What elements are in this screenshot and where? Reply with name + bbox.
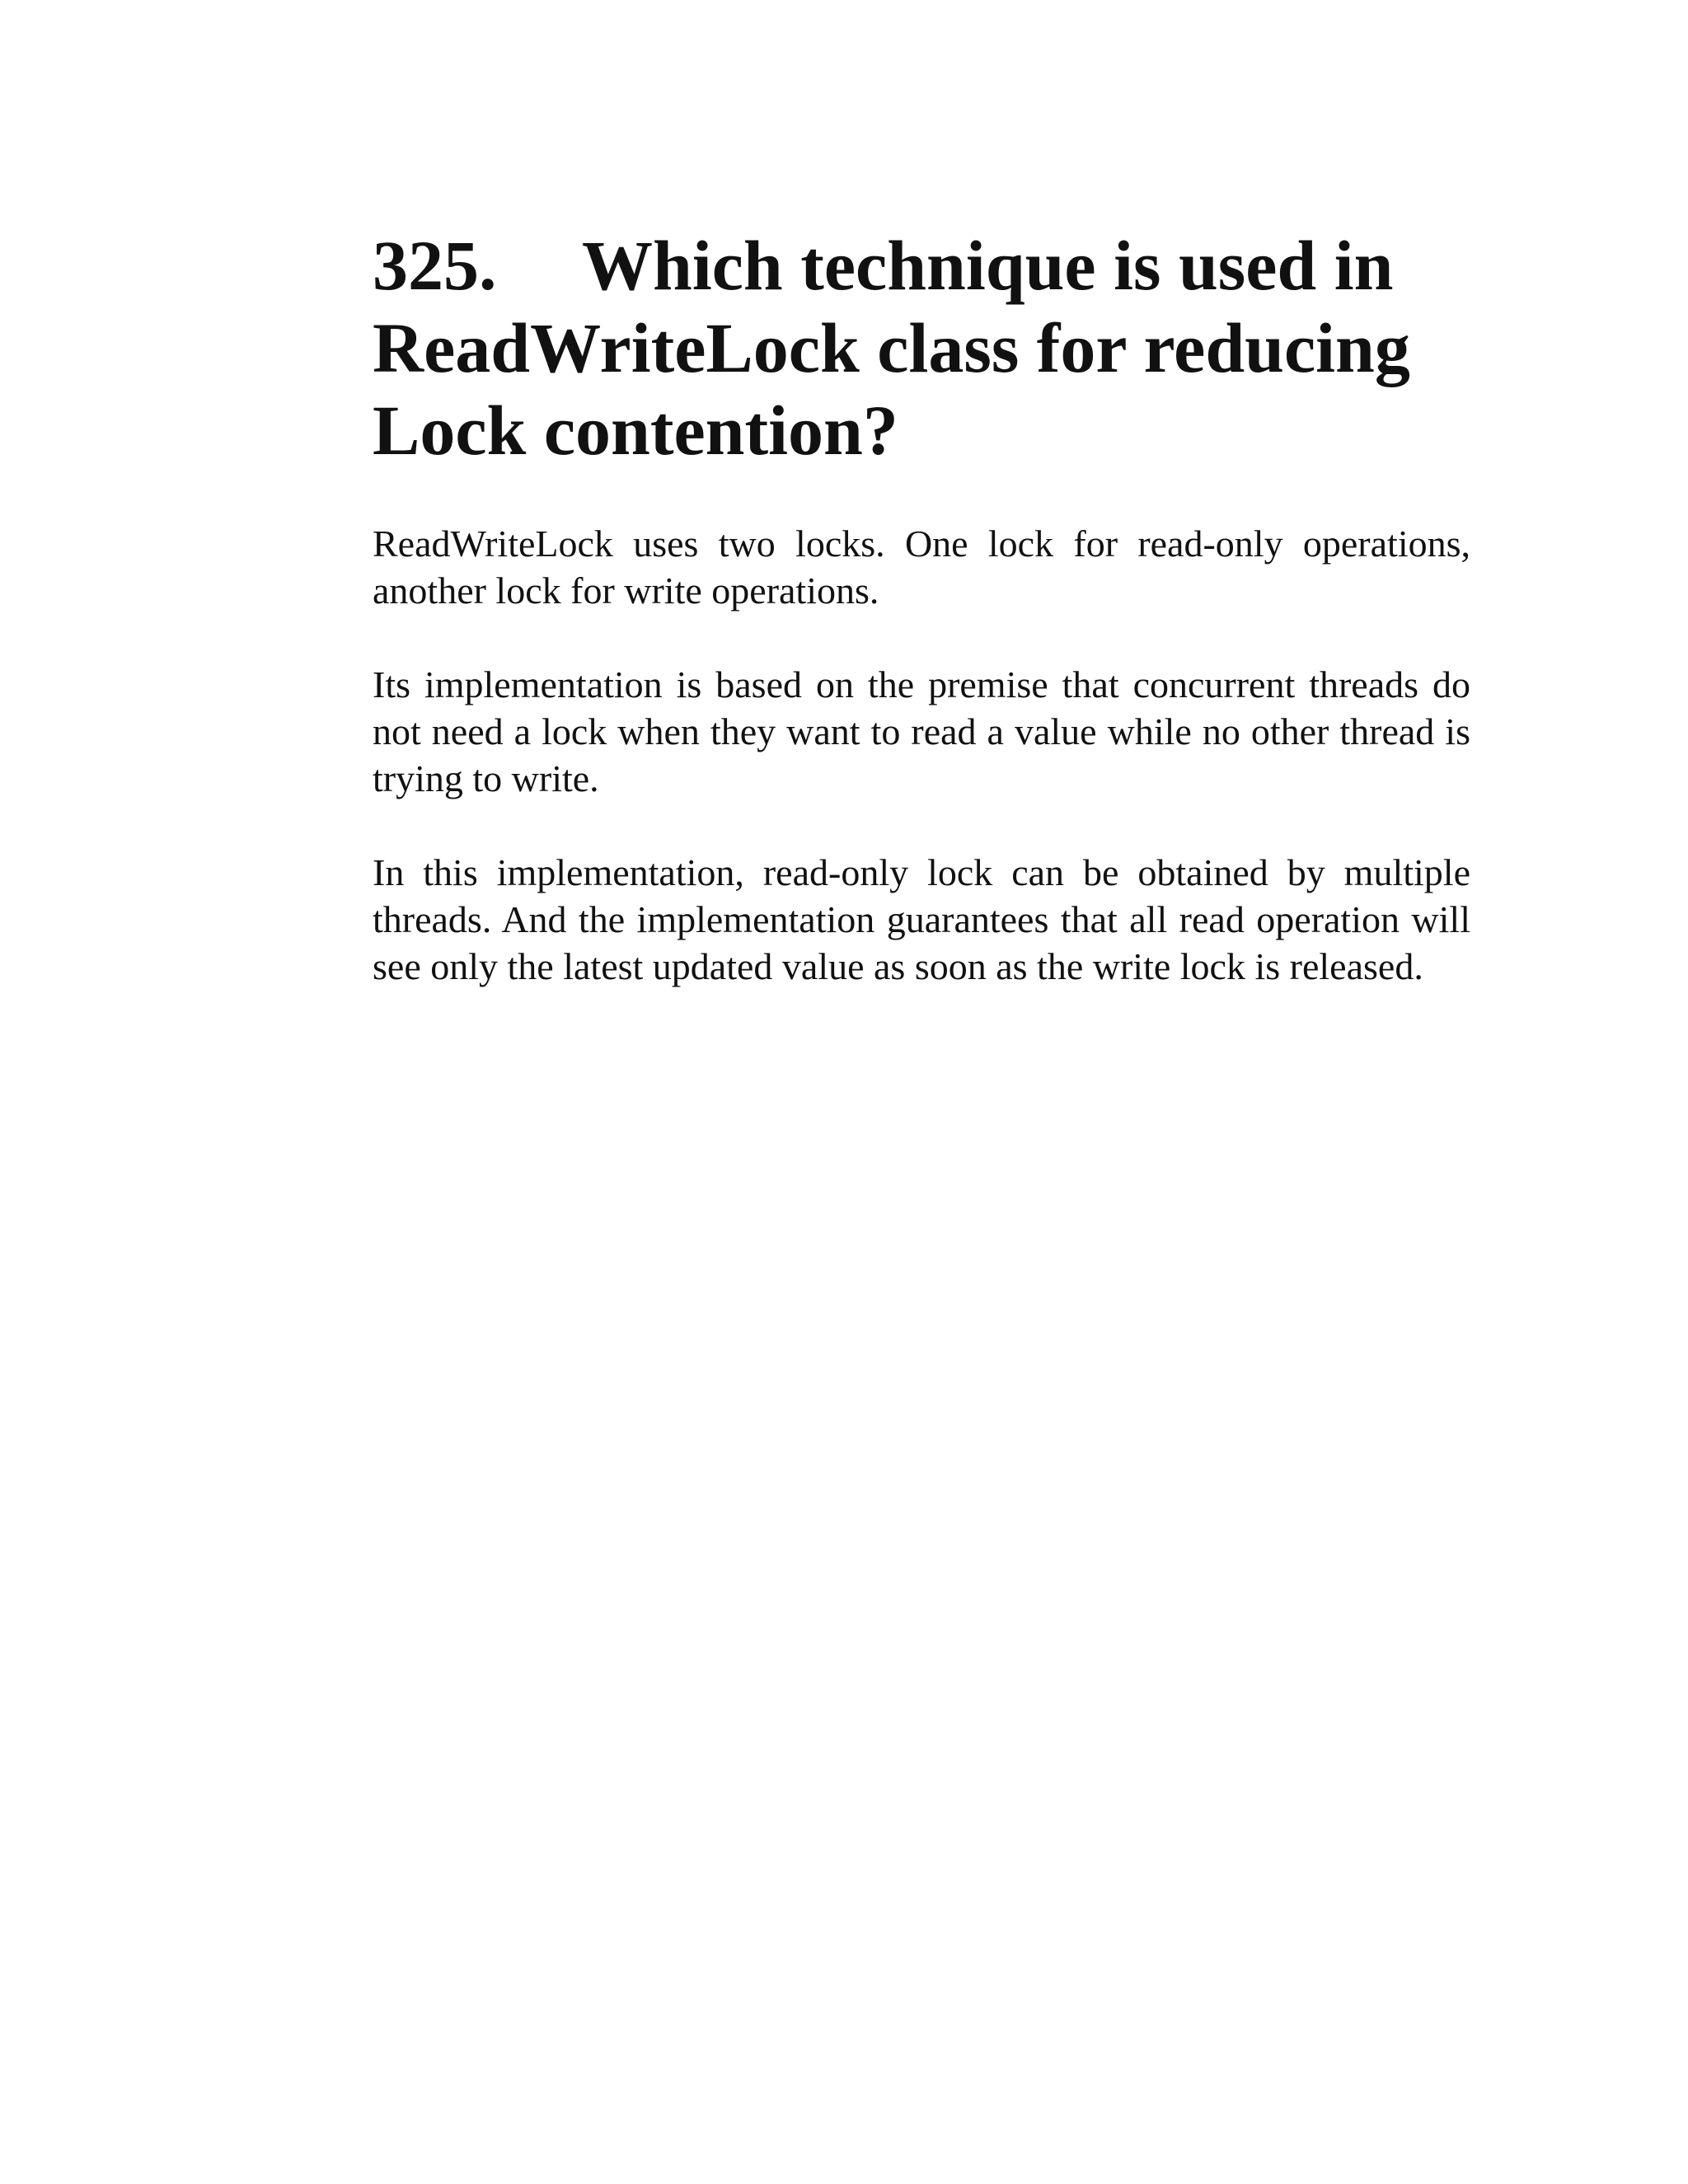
answer-paragraph: Its implementation is based on the premise that concurrent threads do not need a lock when they want to read a value while no other thread is trying to write. xyxy=(373,663,1470,799)
question-number: 325. xyxy=(373,226,497,305)
question-text: Which technique is used in ReadWriteLock class for reducing Lock contention? xyxy=(373,226,1410,470)
answer-paragraph: In this implementation, read-only lock can be obtained by multiple threads. And the implementation guarantees that all read operation will see only the latest updated value as soon as the write lock is released. xyxy=(373,851,1470,987)
answer-paragraph: ReadWriteLock uses two locks. One lock for read-only operations, another lock for write operations. xyxy=(373,523,1470,612)
page-content xyxy=(373,224,1470,1037)
question-heading xyxy=(373,224,1470,471)
answer-body xyxy=(373,520,1470,990)
